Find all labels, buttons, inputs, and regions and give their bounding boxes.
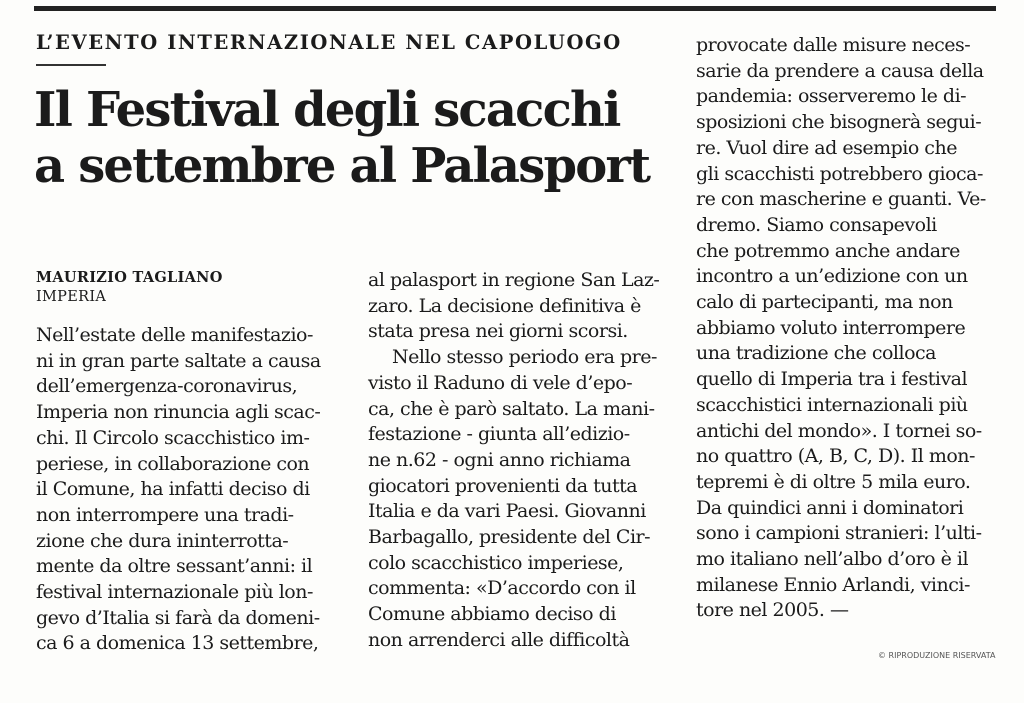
text-line: una tradizione che colloca xyxy=(696,342,936,365)
text-line: antichi del mondo». I tornei so- xyxy=(696,419,982,442)
text-line: zaro. La decisione definitiva è xyxy=(368,294,641,317)
text-line: commenta: «D’accordo con il xyxy=(368,577,636,600)
text-line: sono i campioni stranieri: l’ulti- xyxy=(696,522,982,545)
text-line: Italia e da vari Paesi. Giovanni xyxy=(368,500,646,523)
text-line: provocate dalle misure neces- xyxy=(696,34,971,56)
text-line: non interrompere una tradi- xyxy=(36,503,294,526)
top-rule xyxy=(34,6,996,11)
text-line: che potremmo anche andare xyxy=(696,239,960,262)
text-line: ne n.62 - ogni anno richiama xyxy=(368,448,631,471)
text-line: visto il Raduno di vele d’epo- xyxy=(368,371,633,394)
text-line: il Comune, ha infatti deciso di xyxy=(36,478,310,501)
text-line: incontro a un’edizione con un xyxy=(696,265,968,288)
text-line: quello di Imperia tra i festival xyxy=(696,368,968,391)
headline-line: a settembre al Palasport xyxy=(34,138,650,194)
text-line: Nello stesso periodo era pre- xyxy=(392,346,657,369)
text-line: scacchistici internazionali più xyxy=(696,393,968,416)
text-line: Comune abbiamo deciso di xyxy=(368,603,616,626)
headline-line: Il Festival degli scacchi xyxy=(34,82,620,138)
text-line: stata presa nei giorni scorsi. xyxy=(368,320,628,343)
text-line: giocatori provenienti da tutta xyxy=(368,474,638,497)
text-line: no quattro (A, B, C, D). Il mon- xyxy=(696,445,975,468)
text-line: sarie da prendere a causa della xyxy=(696,59,984,82)
text-line: Da quindici anni i dominatori xyxy=(696,496,964,519)
text-line: tore nel 2005. — xyxy=(696,599,849,622)
text-line: Nell’estate delle manifestazio- xyxy=(36,324,313,346)
body-column-3 xyxy=(696,33,986,624)
body-column-2 xyxy=(368,268,659,654)
text-line: ca 6 a domenica 13 settembre, xyxy=(36,632,319,655)
text-line: milanese Ennio Arlandi, vinci- xyxy=(696,573,970,596)
text-line: ni in gran parte saltate a causa xyxy=(36,349,321,372)
text-line: dell’emergenza-coronavirus, xyxy=(36,375,298,398)
article-kicker: L’EVENTO INTERNAZIONALE NEL CAPOLUOGO xyxy=(36,31,622,54)
text-line: al palasport in regione San Laz- xyxy=(368,269,660,291)
text-line: re con mascherine e guanti. Ve- xyxy=(696,188,986,211)
kicker-rule xyxy=(36,64,106,66)
text-line: tepremi è di oltre 5 mila euro. xyxy=(696,470,971,493)
text-line: colo scacchistico imperiese, xyxy=(368,551,624,574)
author-name: MAURIZIO TAGLIANO xyxy=(36,269,223,286)
text-line: Barbagallo, presidente del Cir- xyxy=(368,526,651,549)
text-line: chi. Il Circolo scacchistico im- xyxy=(36,426,310,449)
text-line: ca, che è parò saltato. La mani- xyxy=(368,397,655,420)
text-line: re. Vuol dire ad esempio che xyxy=(696,136,957,159)
text-line: gli scacchisti potrebbero gioca- xyxy=(696,162,983,185)
text-line: dremo. Siamo consapevoli xyxy=(696,213,937,236)
text-line: abbiamo voluto interrompere xyxy=(696,316,966,339)
text-line: calo di partecipanti, ma non xyxy=(696,291,953,314)
copyright-notice: © RIPRODUZIONE RISERVATA xyxy=(878,651,996,660)
body-column-1 xyxy=(36,323,321,657)
dateline-location: IMPERIA xyxy=(36,289,107,305)
text-line: mente da oltre sessant’anni: il xyxy=(36,555,313,578)
text-line: gevo d’Italia si farà da domeni- xyxy=(36,606,320,629)
byline xyxy=(36,269,336,307)
text-line: periese, in collaborazione con xyxy=(36,452,310,475)
text-line: festival internazionale più lon- xyxy=(36,581,313,604)
text-line: non arrenderci alle difficoltà xyxy=(368,628,630,651)
text-line: pandemia: osserveremo le di- xyxy=(696,85,967,108)
text-line: mo italiano nell’albo d’oro è il xyxy=(696,548,969,571)
text-line: festazione - giunta all’edizio- xyxy=(368,423,630,446)
text-line: zione che dura ininterrotta- xyxy=(36,529,289,552)
article-headline xyxy=(34,82,674,194)
text-line: Imperia non rinuncia agli scac- xyxy=(36,401,321,424)
text-line: sposizioni che bisognerà segui- xyxy=(696,111,982,134)
